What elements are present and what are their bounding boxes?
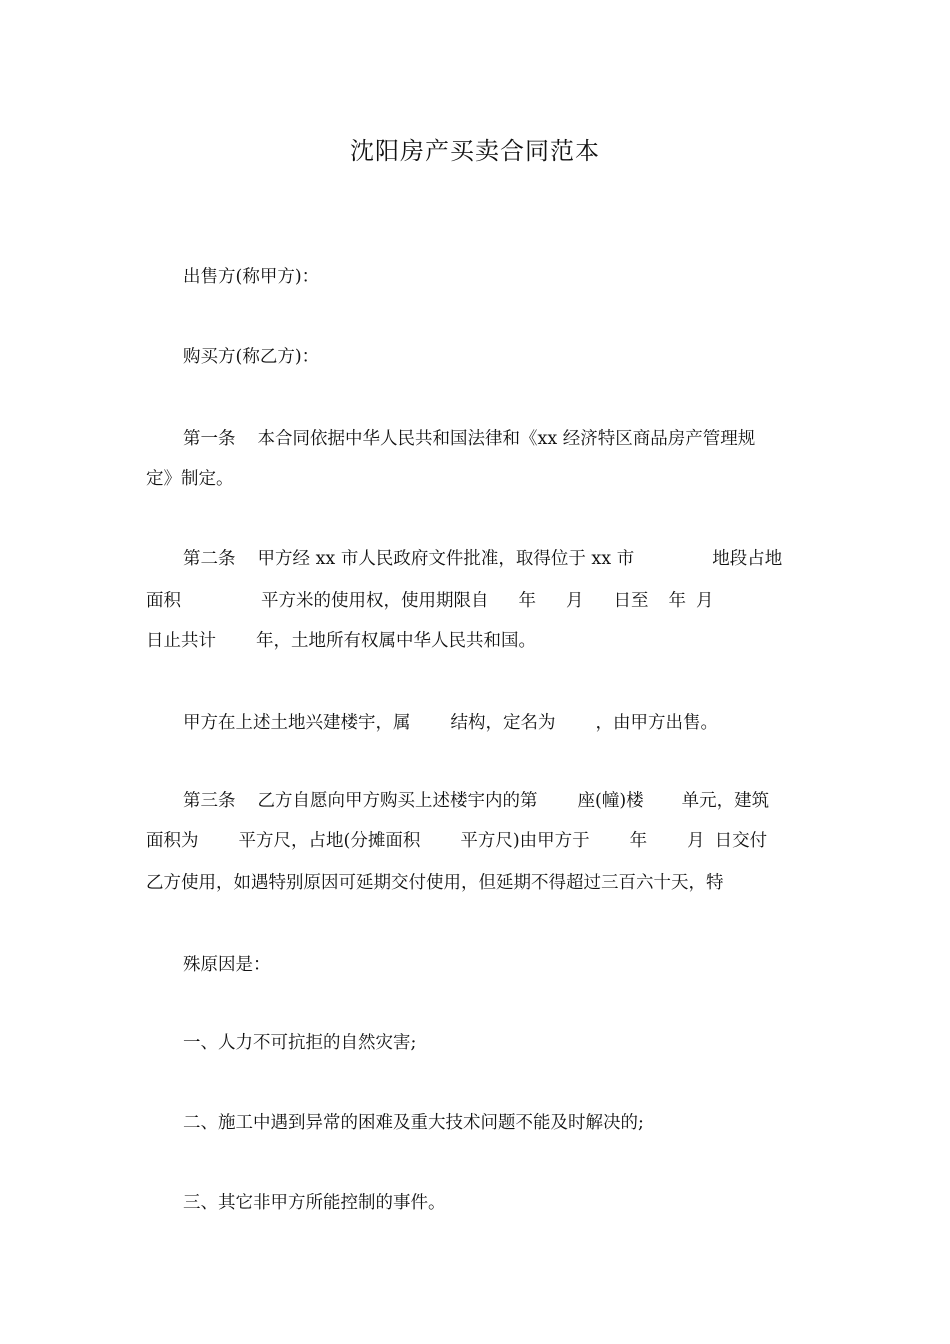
article3-text-1a: 乙方自愿向甲方购买上述楼宇内的第 <box>257 791 538 811</box>
article3-text-2a: 面积为 <box>146 831 199 851</box>
article1-text-1: 本合同依据中华人民共和国法律和《xx 经济特区商品房产管理规 <box>257 429 756 449</box>
article1-label: 第一条 <box>183 429 236 449</box>
article2-text-3a: 日止共计 <box>146 631 216 651</box>
article3-text-2e: 月 <box>687 831 705 851</box>
article2-text-2b: 平方米的使用权，使用期限自 <box>261 591 489 611</box>
article2-text-2a: 面积 <box>146 591 181 611</box>
article3-text-2f: 日交付 <box>714 831 768 851</box>
article2-text-1a: 甲方经 xx 市人民政府文件批准，取得位于 xx 市 <box>257 549 635 569</box>
special-reasons-label: 殊原因是： <box>183 955 271 975</box>
reason-item: 二、施工中遇到异常的困难及重大技术问题不能及时解决的; <box>183 1113 644 1133</box>
article2-text-2d: 月 <box>566 591 584 611</box>
article3-line1 <box>183 788 863 814</box>
building-text-b: 结构，定名为 <box>450 713 556 733</box>
building-paragraph <box>183 710 863 736</box>
article3-label: 第三条 <box>183 791 236 811</box>
reason-item: 一、人力不可抗拒的自然灾害; <box>183 1033 417 1053</box>
article1-line1 <box>183 426 863 452</box>
article2-text-2f: 年 <box>668 591 686 611</box>
article3-line2 <box>146 828 826 854</box>
article3-line3: 乙方使用，如遇特别原因可延期交付使用，但延期不得超过三百六十天，特 <box>146 873 724 893</box>
article2-text-1b: 地段占地 <box>712 549 783 569</box>
article3-text-2c: 平方尺)由甲方于 <box>460 831 590 851</box>
building-text-c: ，由甲方出售。 <box>595 713 718 733</box>
article2-text-3b: 年，土地所有权属中华人民共和国。 <box>256 631 536 651</box>
article3-text-1b: 座(幢)楼 <box>577 791 644 811</box>
article2-label: 第二条 <box>183 549 236 569</box>
article2-line3 <box>146 628 826 654</box>
building-text-a: 甲方在上述土地兴建楼宇，属 <box>183 713 411 733</box>
buyer-label: 购买方(称乙方)： <box>183 347 320 367</box>
article2-text-2c: 年 <box>518 591 536 611</box>
reason-item: 三、其它非甲方所能控制的事件。 <box>183 1193 446 1213</box>
article3-text-2d: 年 <box>629 831 648 851</box>
article3-text-1c: 单元，建筑 <box>681 791 770 811</box>
article1-line2: 定》制定。 <box>146 469 234 489</box>
seller-label: 出售方(称甲方)： <box>183 267 320 287</box>
article3-text-2b: 平方尺，占地(分摊面积 <box>238 831 421 851</box>
article2-line1 <box>183 546 863 572</box>
article2-line2 <box>146 588 826 614</box>
article2-text-2g: 月 <box>696 591 714 611</box>
document-title: 沈阳房产买卖合同范本 <box>350 137 600 165</box>
article2-text-2e: 日至 <box>613 591 649 611</box>
